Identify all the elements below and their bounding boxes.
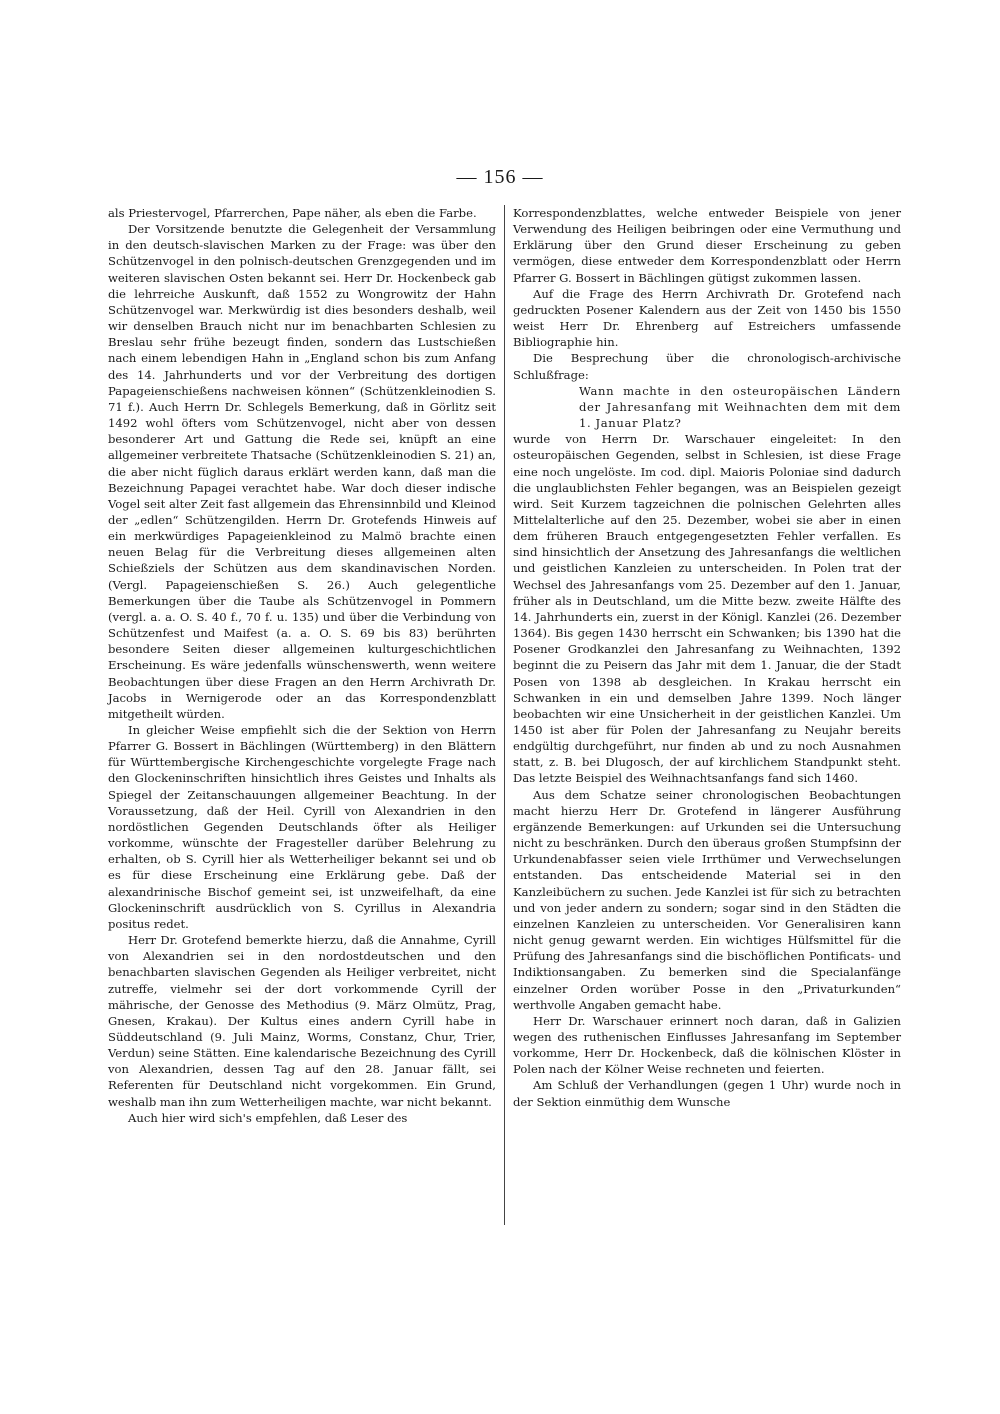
paragraph: Aus dem Schatze seiner chronologischen Beobachtungen macht hierzu Herr Dr. Grotefend in längerer Ausführung ergänzende Bemerkungen: auf Urkunden sei die Untersuchung nicht zu beschränken. Durch den überaus großen Stumpfsinn der Urkundenabfasser seien viele Irrthümer und Verwechselungen entstanden. Das entscheidende Material sei in den Kanzleibüchern zu suchen. Jede Kanzlei ist für sich zu betrachten und von jeder andern zu sondern; sogar sind in den Städten die einzelnen Kanzleien zu unterscheiden. Vor Generalisiren kann nicht genug gewarnt werden. Ein wichtiges Hülfsmittel für die Prüfung des Jahresanfangs sind die bischöflichen Pontificats- und Indiktionsangaben. Zu bemerken sind die Specialanfänge einzelner Orden worüber Posse in den „Privaturkunden“ werthvolle Angaben gemacht habe. bbox=[513, 787, 901, 1012]
page-number: — 156 — bbox=[456, 166, 544, 188]
question-quote: Wann machte in den osteuropäischen Ländern der Jahresanfang mit Weihnachten dem mit dem 1. Januar Platz? bbox=[579, 383, 901, 431]
paragraph: wurde von Herrn Dr. Warschauer eingeleitet: In den osteuropäischen Gegenden, selbst in Schlesien, ist diese Frage eine noch ungelöste. Im cod. dipl. Maioris Poloniae sind dadurch die unglaublichsten Fehler begangen, was an Beispielen gezeigt wird. Seit Kurzem tagzeichnen die polnischen Gelehrten alles Mittelalterliche auf den 25. Dezember, wobei sie aber in einen dem früheren Brauch entgegengesetzten Fehler verfallen. Es sind hinsichtlich der Ansetzung des Jahresanfangs die weltlichen und geistlichen Kanzleien zu unterscheiden. In Polen trat der Wechsel des Jahresanfangs vom 25. Dezember auf den 1. Januar, früher als in Deutschland, um die Mitte bezw. zweite Hälfte des 14. Jahrhunderts ein, zuerst in der Königl. Kanzlei (26. Dezember 1364). Bis gegen 1430 herrscht ein Schwanken; bis 1390 hat die Posener Grodkanzlei den Jahresanfang zu Weihnachten, 1392 beginnt die zu Peisern das Jahr mit dem 1. Januar, die der Stadt Posen von 1398 ab desgleichen. In Krakau herrscht ein Schwanken in ein und demselben Jahre 1399. Noch länger beobachten wir eine Unsicherheit in der geistlichen Kanzlei. Um 1450 ist aber für Polen der Jahresanfang zu Neujahr bereits endgültig durchgeführt, nur finden ab und zu noch Ausnahmen statt, z. B. bei Dlugosch, der auf kirchlichem Standpunkt steht. Das letzte Beispiel des Weihnachtsanfangs fand sich 1460. bbox=[513, 432, 901, 786]
paragraph: Die Besprechung über die chronologisch-archivische Schlußfrage: bbox=[513, 351, 901, 382]
right-column bbox=[513, 205, 901, 1110]
paragraph: Der Vorsitzende benutzte die Gelegenheit der Versammlung in den deutsch-slavischen Marken zu der Frage: was über den Schützenvogel in den polnisch-deutschen Grenzgegenden und im weiteren slavischen Osten bekannt sei. Herr Dr. Hockenbeck gab die lehrreiche Auskunft, daß 1552 zu Wongrowitz der Hahn Schützenvogel war. Merkwürdig ist dies besonders deshalb, weil wir denselben Brauch nicht nur im benachbarten Schlesien zu Breslau sehr frühe bezeugt finden, sondern das Lustschießen nach einem lebendigen Hahn in „England schon bis zum Anfang des 14. Jahrhunderts und vor der Verbreitung des dortigen Papageienschießens nachweisen können“ (Schützenkleinodien S. 71 f.). Auch Herrn Dr. Schlegels Bemerkung, daß in Görlitz seit 1492 wohl öfters vom Schützenvogel, nicht aber von dessen besonderer Art und Gattung die Rede sei, knüpft an eine allgemeiner verbreitete Thatsache (Schützenkleinodien S. 21) an, die aber nicht füglich daraus erklärt werden kann, daß man die Bezeichnung Papagei verachtet habe. War doch dieser indische Vogel seit alter Zeit fast allgemein das Ehrensinnbild und Kleinod der „edlen“ Schützengilden. Herrn Dr. Grotefends Hinweis auf ein merkwürdiges Papageienkleinod zu Malmö brachte einen neuen Belag für die Verbreitung dieses allgemeinen alten Schießziels der Schützen aus dem skandinavischen Norden. (Vergl. Papageienschießen S. 26.) Auch gelegentliche Bemerkungen über die Taube als Schützenvogel in Pommern (vergl. a. a. O. S. 40 f., 70 f. u. 135) und über die Verbindung von Schützenfest und Maifest (a. a. O. S. 69 bis 83) berührten besondere Seiten dieser allgemeinen kulturgeschichtlichen Erscheinung. Es wäre jedenfalls wünschenswerth, wenn weitere Beobachtungen über diese Fragen an den Herrn Archivrath Dr. Jacobs in Wernigerode oder an das Korrespondenzblatt mitgetheilt würden. bbox=[108, 222, 496, 721]
paragraph: Korrespondenzblattes, welche entweder Beispiele von jener Verwendung des Heiligen beibringen oder eine Vermuthung und Erklärung über den Grund dieser Erscheinung zu geben vermögen, diese entweder dem Korrespondenzblatt oder Herrn Pfarrer G. Bossert in Bächlingen gütigst zukommen lassen. bbox=[513, 206, 901, 285]
paragraph: In gleicher Weise empfiehlt sich die der Sektion von Herrn Pfarrer G. Bossert in Bächlingen (Württemberg) in den Blättern für Württembergische Kirchengeschichte vorgelegte Frage nach den Glockeninschriften hinsichtlich ihres Geistes und Inhalts als Spiegel der Zeitanschauungen allgemeiner Beachtung. In der Voraussetzung, daß der Heil. Cyrill von Alexandrien in den nordöstlichen Gegenden Deutschlands öfter als Heiliger vorkomme, wünschte der Fragesteller darüber Belehrung zu erhalten, ob S. Cyrill hier als Wetterheiliger bekannt sei und ob es für diese Erscheinung eine Erklärung gebe. Daß der alexandrinische Bischof gemeint sei, ist unzweifelhaft, da eine Glockeninschrift ausdrücklich von S. Cyrillus in Alexandria positus redet. bbox=[108, 723, 496, 931]
paragraph: Auf die Frage des Herrn Archivrath Dr. Grotefend nach gedruckten Posener Kalendern aus der Zeit von 1450 bis 1550 weist Herr Dr. Ehrenberg auf Estreichers umfassende Bibliographie hin. bbox=[513, 286, 901, 350]
paragraph: Auch hier wird sich's empfehlen, daß Leser des bbox=[128, 1110, 408, 1125]
paragraph: Herr Dr. Grotefend bemerkte hierzu, daß die Annahme, Cyrill von Alexandrien sei in den nordostdeutschen und den benachbarten slavischen Gegenden als Heiliger verbreitet, nicht zutreffe, vielmehr sei der dort vorkommende Cyrill der mährische, der Genosse des Methodius (9. März Olmütz, Prag, Gnesen, Krakau). Der Kultus eines andern Cyrill habe in Süddeutschland (9. Juli Mainz, Worms, Constanz, Chur, Trier, Verdun) seine Stätten. Eine kalendarische Bezeichnung des Cyrill von Alexandrien, dessen Tag auf den 28. Januar fällt, sei Referenten für Deutschland nicht vorgekommen. Ein Grund, weshalb man ihn zum Wetterheiligen machte, war nicht bekannt. bbox=[108, 933, 496, 1109]
paragraph: als Priestervogel, Pfarrerchen, Pape näher, als eben die Farbe. bbox=[108, 206, 477, 220]
left-column bbox=[108, 205, 496, 1126]
paragraph: Herr Dr. Warschauer erinnert noch daran, daß in Galizien wegen des ruthenischen Einflusses Jahresanfang im September vorkomme, Herr Dr. Hockenbeck, daß die kölnischen Klöster in Polen nach der Kölner Weise rechneten und feierten. bbox=[513, 1013, 901, 1077]
column-divider bbox=[504, 205, 505, 1225]
paragraph: Am Schluß der Verhandlungen (gegen 1 Uhr) wurde noch in der Sektion einmüthig dem Wunsche bbox=[513, 1078, 901, 1109]
